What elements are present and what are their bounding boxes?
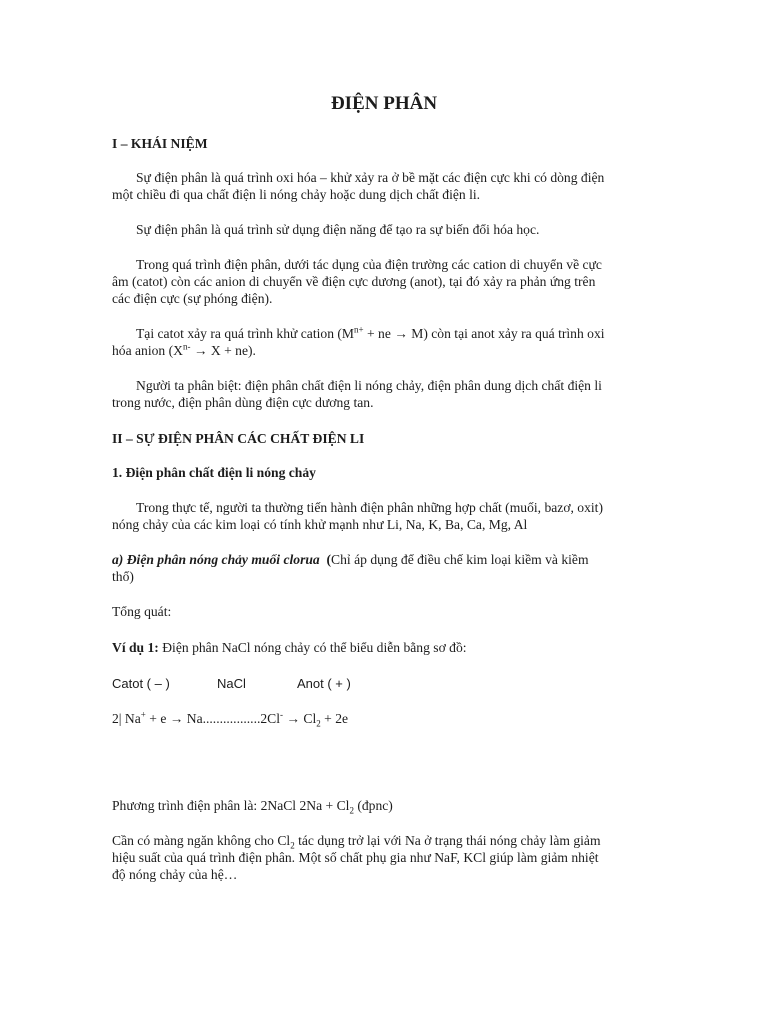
paragraph-line: Sự điện phân là quá trình oxi hóa – khử xảy ra ở bề mặt các điện cực khi có dòng điện <box>136 170 605 185</box>
text-run: hóa anion (X <box>112 343 183 358</box>
text-run: + ne → M) còn tại anot xảy ra quá trình oxi <box>363 326 605 341</box>
subscript: 2 <box>349 805 354 816</box>
paragraph-line: trong nước, điện phân dùng điện cực dương tan. <box>112 395 374 410</box>
text-run: Phương trình điện phân là: 2NaCl 2Na + Cl <box>112 798 350 813</box>
text-run: + e → Na.................2Cl <box>145 711 281 726</box>
text-run: → Cl <box>283 711 317 726</box>
paragraph-line <box>136 325 605 342</box>
subsection-heading: 1. Điện phân chất điện li nóng chảy <box>112 465 316 480</box>
text-run: 2| Na <box>112 711 141 726</box>
paragraph-line: các điện cực (sự phóng điện). <box>112 291 273 306</box>
scheme-anot: Anot ( + ) <box>297 676 351 691</box>
scheme-catot: Catot ( – ) <box>112 676 170 691</box>
section-heading-electrolysis: II – SỰ ĐIỆN PHÂN CÁC CHẤT ĐIỆN LI <box>112 431 365 446</box>
note-text: Chỉ áp dụng để điều chế kim loại kiềm và kiềm <box>331 552 589 567</box>
paragraph-line: hiệu suất của quá trình điện phân. Một số chất phụ gia như NaF, KCl giúp làm giảm nhiệt <box>112 850 599 865</box>
paragraph-line: Người ta phân biệt: điện phân chất điện li nóng chảy, điện phân dung dịch chất điện li <box>136 378 602 393</box>
reaction-line <box>112 710 348 727</box>
paragraph-line: một chiều đi qua chất điện li nóng chảy hoặc dung dịch chất điện li. <box>112 187 481 202</box>
text-run: → X + ne). <box>190 343 256 358</box>
subscript: 2 <box>290 840 295 851</box>
text-run: + 2e <box>320 711 349 726</box>
scheme-nacl: NaCl <box>217 676 246 691</box>
paragraph-line <box>112 342 256 359</box>
superscript: n+ <box>354 324 364 335</box>
paragraph-line: âm (catot) còn các anion di chuyển về điện cực dương (anot), tại đó xảy ra phản ứng trên <box>112 274 596 289</box>
superscript: n- <box>182 341 191 352</box>
paragraph-line: Trong quá trình điện phân, dưới tác dụng của điện trường các cation di chuyển về cực <box>136 257 602 272</box>
equation-line <box>112 797 393 814</box>
paragraph-line: thổ) <box>112 569 134 584</box>
paragraph-line: nóng chảy của các kim loại có tính khử mạnh như Li, Na, K, Ba, Ca, Mg, Al <box>112 517 528 532</box>
paragraph-line: Sự điện phân là quá trình sử dụng điện năng để tạo ra sự biến đổi hóa học. <box>136 222 540 237</box>
text-run: tác dụng trở lại với Na ở trạng thái nóng chảy làm giảm <box>294 833 601 848</box>
superscript: + <box>140 709 146 720</box>
subsection-a-heading: a) Điện phân nóng chảy muối clorua <box>112 552 320 567</box>
paragraph-line: độ nóng chảy của hệ… <box>112 867 238 882</box>
example-label: Ví dụ 1: <box>112 640 159 655</box>
text-run: (đpnc) <box>353 798 393 813</box>
text-run: Tại catot xảy ra quá trình khử cation (M <box>136 326 354 341</box>
superscript: - <box>280 709 284 720</box>
general-label: Tổng quát: <box>112 604 172 619</box>
text-run: Cần có màng ngăn không cho Cl <box>112 833 291 848</box>
example-text: Điện phân NaCl nóng chảy có thể biểu diễn bằng sơ đồ: <box>158 640 467 655</box>
section-heading-concept: I – KHÁI NIỆM <box>112 136 208 151</box>
paragraph-line: Trong thực tế, người ta thường tiến hành điện phân những hợp chất (muối, bazơ, oxit) <box>136 500 603 515</box>
example-line <box>112 639 467 656</box>
paragraph-line <box>112 551 589 568</box>
note-paren: ( <box>326 552 332 567</box>
subscript: 2 <box>316 718 321 729</box>
paragraph-line <box>112 832 601 849</box>
document-title: ĐIỆN PHÂN <box>330 93 438 114</box>
